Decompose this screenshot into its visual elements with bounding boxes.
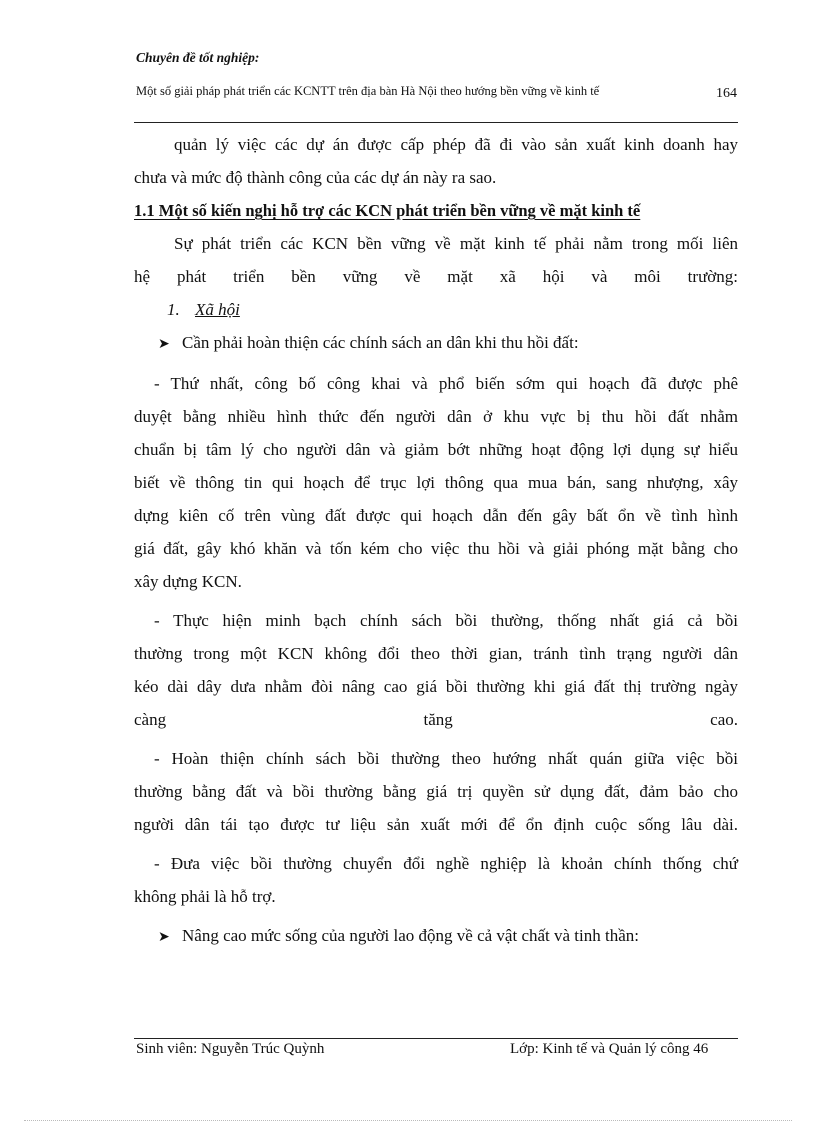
section-heading: 1.1 Một số kiến nghị hỗ trợ các KCN phát triển bền vững về mặt kinh tế bbox=[134, 201, 641, 220]
header-subtitle: Một số giải pháp phát triển các KCNTT trên địa bàn Hà Nội theo hướng bền vững về kinh tế bbox=[136, 84, 600, 98]
subsection-number: 1. bbox=[167, 300, 180, 319]
intro-line: chưa và mức độ thành công của các dự án này ra sao. bbox=[134, 168, 497, 187]
subsection-label: Xã hội bbox=[195, 300, 240, 319]
section-paragraph-line: hệ phát triển bền vững về mặt xã hội và môi trường: bbox=[134, 267, 738, 286]
section-paragraph-line: Sự phát triển các KCN bền vững về mặt kinh tế phải nằm trong mối liên bbox=[174, 234, 738, 253]
item-line: biết về thông tin qui hoạch để trục lợi thông qua mua bán, sang nhượng, xây bbox=[134, 473, 738, 492]
item-line: giá đất, gây khó khăn và tốn kém cho việc thu hồi và giải phóng mặt bằng cho bbox=[134, 539, 738, 558]
document-body bbox=[134, 128, 738, 954]
arrowhead-bullet-icon: ➤ bbox=[158, 930, 170, 945]
page-number: 164 bbox=[716, 86, 737, 101]
subsection-title bbox=[134, 293, 738, 326]
item-line: - Thực hiện minh bạch chính sách bồi thường, thống nhất giá cả bồi bbox=[154, 611, 738, 630]
item-line: thường bằng đất và bồi thường bằng giá trị quyền sử dụng đất, đảm bảo cho bbox=[134, 782, 738, 801]
bullet-item bbox=[134, 326, 738, 361]
intro-line: quản lý việc các dự án được cấp phép đã đi vào sản xuất kinh doanh hay bbox=[174, 135, 738, 154]
item-line: dựng kiên cố trên vùng đất được qui hoạch dẫn đến gây bất ổn về tình hình bbox=[134, 506, 738, 525]
footer-class: Lớp: Kinh tế và Quản lý công 46 bbox=[510, 1041, 709, 1057]
arrowhead-bullet-icon: ➤ bbox=[158, 337, 170, 352]
item-line: - Đưa việc bồi thường chuyển đổi nghề nghiệp là khoản chính thống chứ bbox=[154, 854, 738, 873]
item-line: người dân tái tạo được tư liệu sản xuất mới để ổn định cuộc sống lâu dài. bbox=[134, 815, 738, 834]
header-title: Chuyên đề tốt nghiệp: bbox=[136, 50, 260, 65]
footer-rule bbox=[134, 1038, 738, 1039]
item-line: xây dựng KCN. bbox=[134, 572, 242, 591]
item-line: thường trong một KCN không đổi theo thời gian, tránh tình trạng người dân bbox=[134, 644, 738, 663]
header-rule bbox=[134, 122, 738, 123]
footer-student: Sinh viên: Nguyễn Trúc Quỳnh bbox=[136, 1041, 325, 1057]
bullet-item bbox=[134, 919, 738, 954]
item-line: không phải là hỗ trợ. bbox=[134, 887, 276, 906]
item-line: kéo dài dây dưa nhằm đòi nâng cao giá bồi thường khi giá đất thị trường ngày bbox=[134, 677, 738, 696]
page-edge bbox=[24, 1120, 792, 1121]
item-line: - Thứ nhất, công bố công khai và phổ biến sớm qui hoạch đã được phê bbox=[154, 374, 738, 393]
bullet-text: Cần phải hoàn thiện các chính sách an dân khi thu hồi đất: bbox=[182, 333, 579, 352]
item-line: - Hoàn thiện chính sách bồi thường theo hướng nhất quán giữa việc bồi bbox=[154, 749, 738, 768]
item-line: càng tăng cao. bbox=[134, 710, 738, 729]
bullet-text: Nâng cao mức sống của người lao động về cả vật chất và tinh thần: bbox=[182, 926, 639, 945]
item-line: duyệt bằng nhiều hình thức đến người dân ở khu vực bị thu hồi đất nhằm bbox=[134, 407, 738, 426]
item-line: chuẩn bị tâm lý cho người dân và giảm bớt những hoạt động lợi dụng sự hiểu bbox=[134, 440, 738, 459]
